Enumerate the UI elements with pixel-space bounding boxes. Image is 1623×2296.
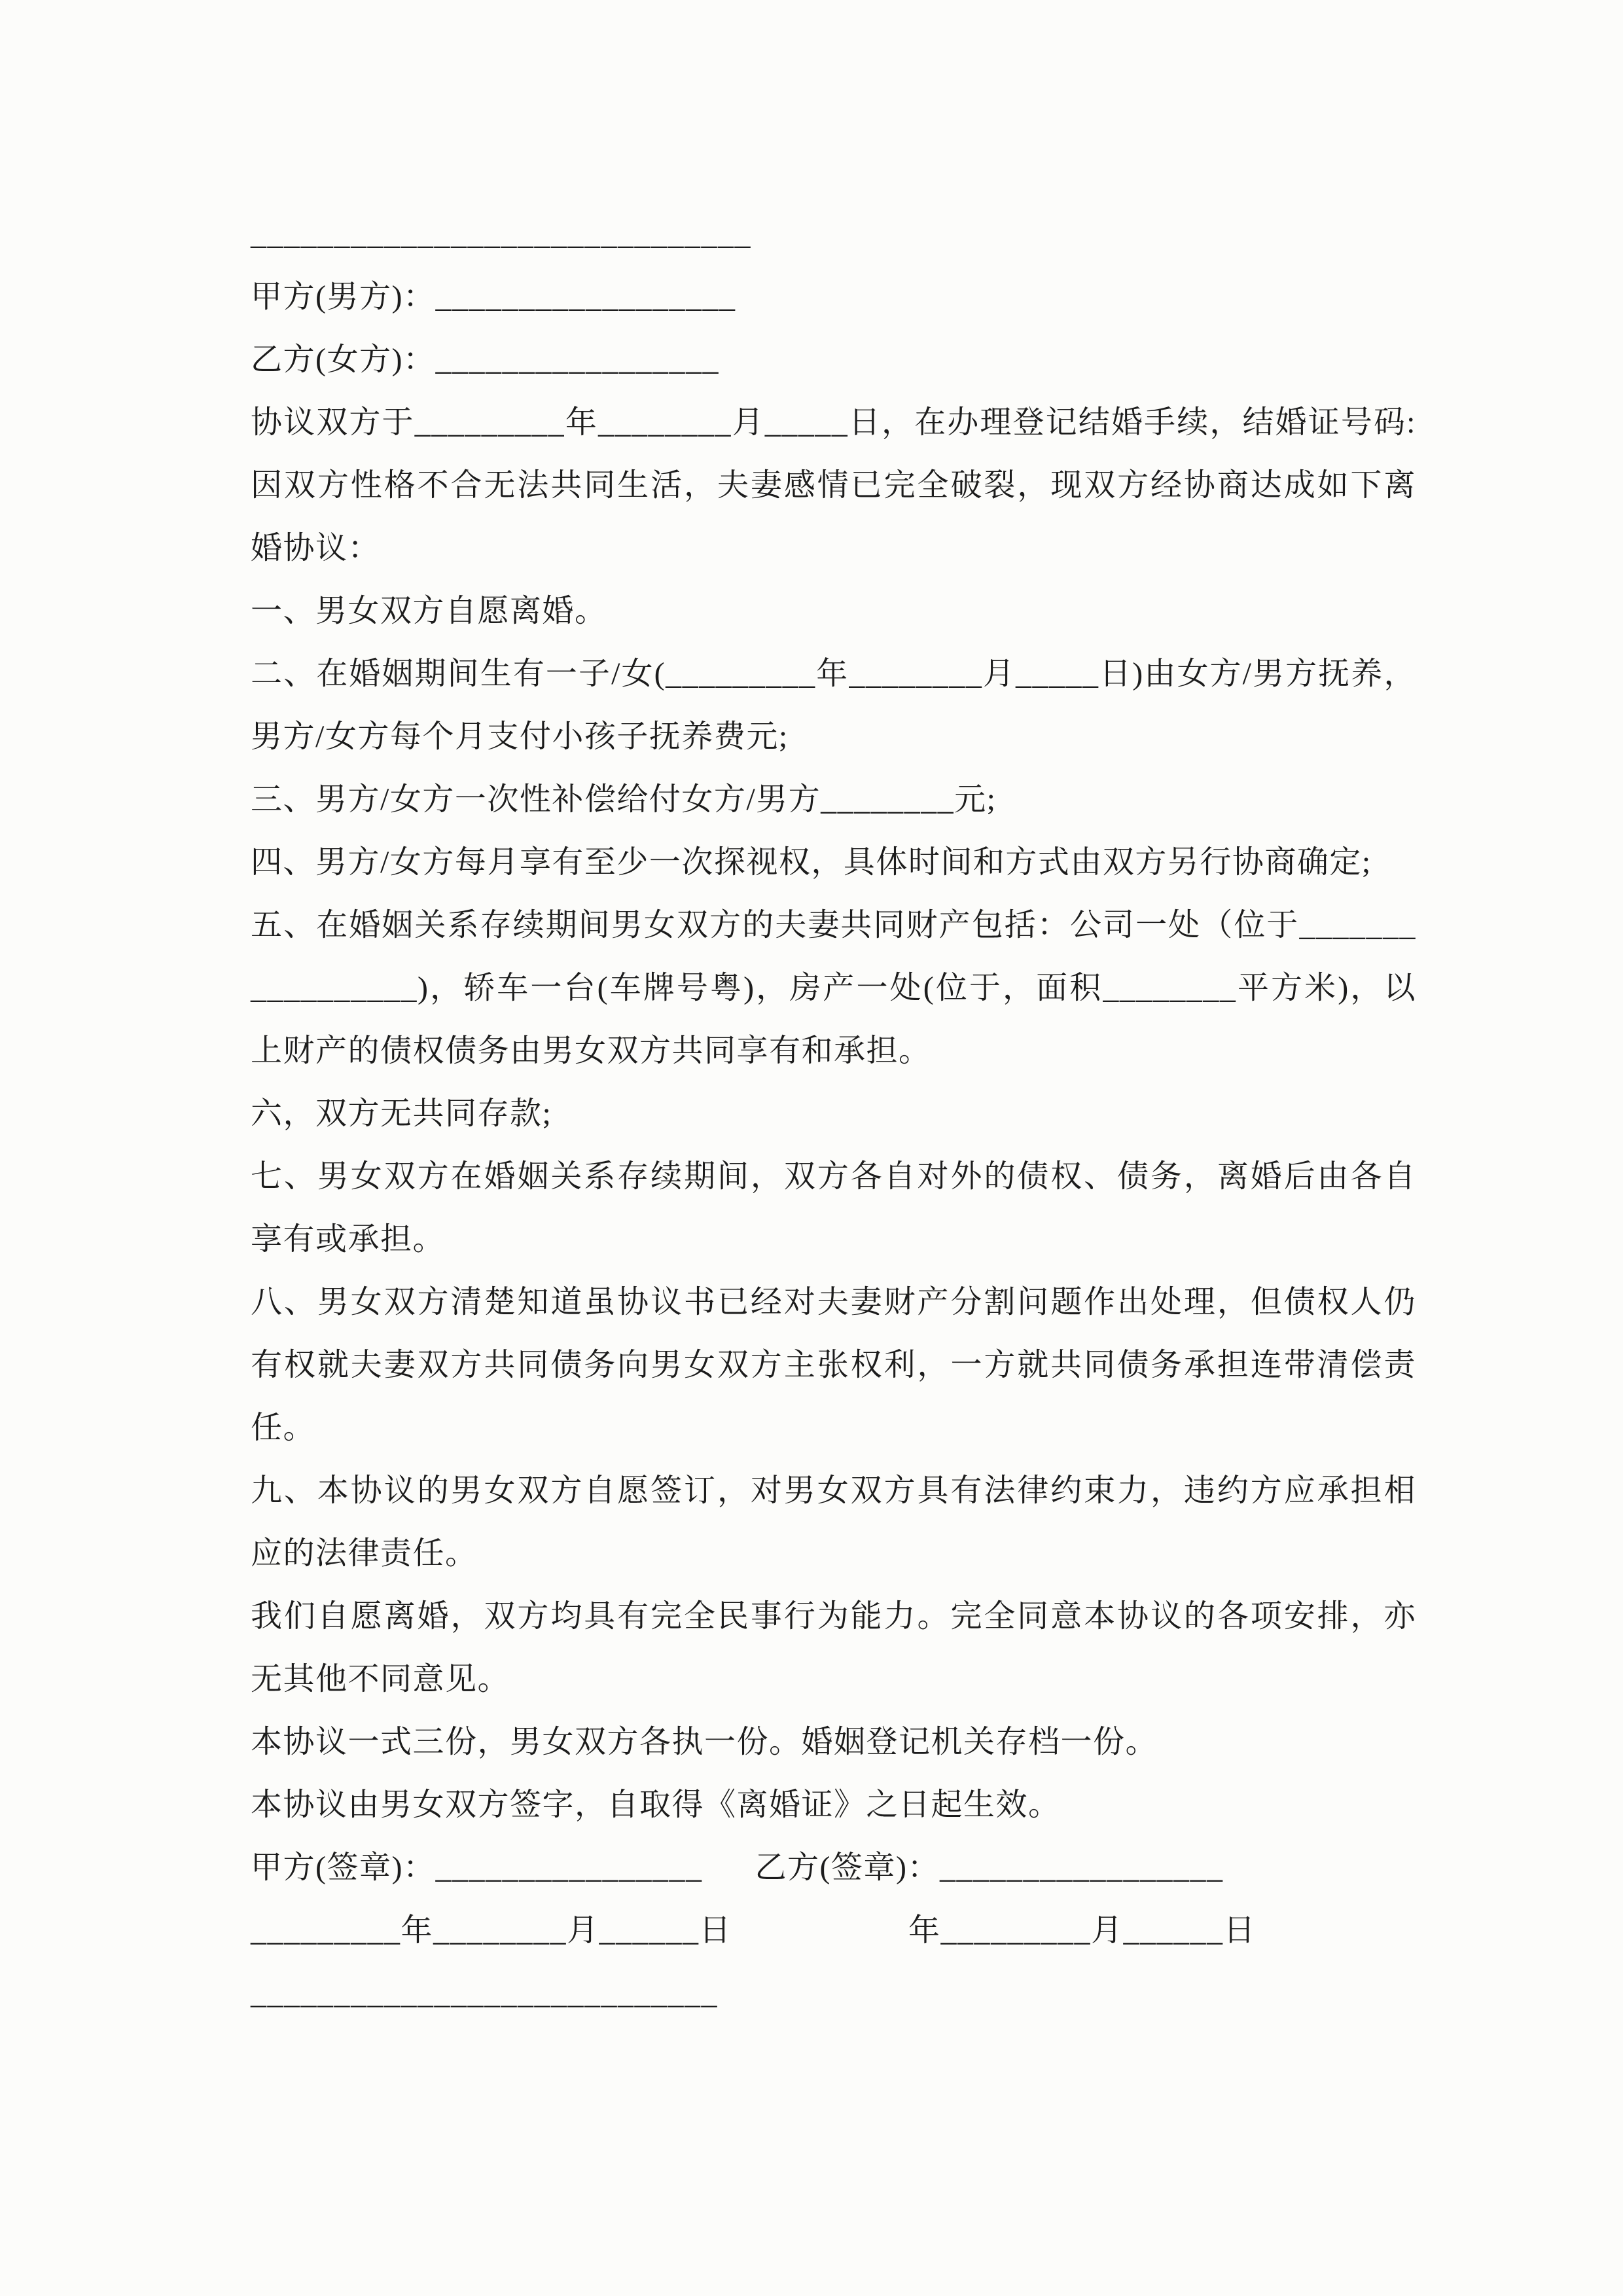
clause-8: 八、男女双方清楚知道虽协议书已经对夫妻财产分割问题作出处理，但债权人仍有权就夫妻双方共同债务向男女双方主张权利，一方就共同债务承担连带清偿责任。 bbox=[251, 1285, 1416, 1445]
signature-row bbox=[251, 1837, 1416, 1899]
party-b-date: 年_________月______日 bbox=[908, 1913, 1257, 1948]
clause-2: 二、在婚姻期间生有一子/女(_________年________月_____日)由女方/男方抚养，男方/女方每个月支付小孩子抚养费元; bbox=[251, 656, 1416, 754]
divider-top: ______________________________ bbox=[251, 217, 751, 251]
party-a-date: _________年________月______日 bbox=[251, 1913, 732, 1948]
date-row bbox=[251, 1899, 1416, 1962]
clause-1: 一、男女双方自愿离婚。 bbox=[251, 594, 607, 628]
clause-6: 六，双方无共同存款; bbox=[251, 1096, 552, 1131]
party-b-line: 乙方(女方)：_________________ bbox=[251, 342, 719, 377]
clause-7: 七、男女双方在婚姻关系存续期间，双方各自对外的债权、债务，离婚后由各自享有或承担。 bbox=[251, 1159, 1416, 1257]
clause-9: 九、本协议的男女双方自愿签订，对男女双方具有法律约束力，违约方应承担相应的法律责任。 bbox=[251, 1473, 1416, 1571]
party-b-signature: 乙方(签章)：_________________ bbox=[755, 1850, 1224, 1885]
party-a-line: 甲方(男方)：__________________ bbox=[251, 279, 736, 314]
consent-paragraph: 我们自愿离婚，双方均具有完全民事行为能力。完全同意本协议的各项安排，亦无其他不同意见。 bbox=[251, 1599, 1416, 1696]
divider-bottom: ____________________________ bbox=[251, 1976, 718, 2011]
intro-paragraph: 协议双方于_________年________月_____日，在办理登记结婚手续，结婚证号码: 因双方性格不合无法共同生活，夫妻感情已完全破裂，现双方经协商达成如下离婚协议： bbox=[251, 405, 1416, 565]
clause-3: 三、男方/女方一次性补偿给付女方/男方________元; bbox=[251, 782, 997, 817]
effective-paragraph: 本协议由男女双方签字，自取得《离婚证》之日起生效。 bbox=[251, 1787, 1061, 1822]
clause-5: 五、在婚姻关系存续期间男女双方的夫妻共同财产包括：公司一处（位于_________________)，轿车一台(车牌号粤)，房产一处(位于，面积________平方米)，以上财产的债权债务由男女双方共同享有和承担。 bbox=[251, 908, 1416, 1068]
copies-paragraph: 本协议一式三份，男女双方各执一份。婚姻登记机关存档一份。 bbox=[251, 1725, 1158, 1759]
party-a-signature: 甲方(签章)：________________ bbox=[251, 1850, 703, 1885]
clause-4: 四、男方/女方每月享有至少一次探视权，具体时间和方式由双方另行协商确定; bbox=[251, 845, 1372, 880]
